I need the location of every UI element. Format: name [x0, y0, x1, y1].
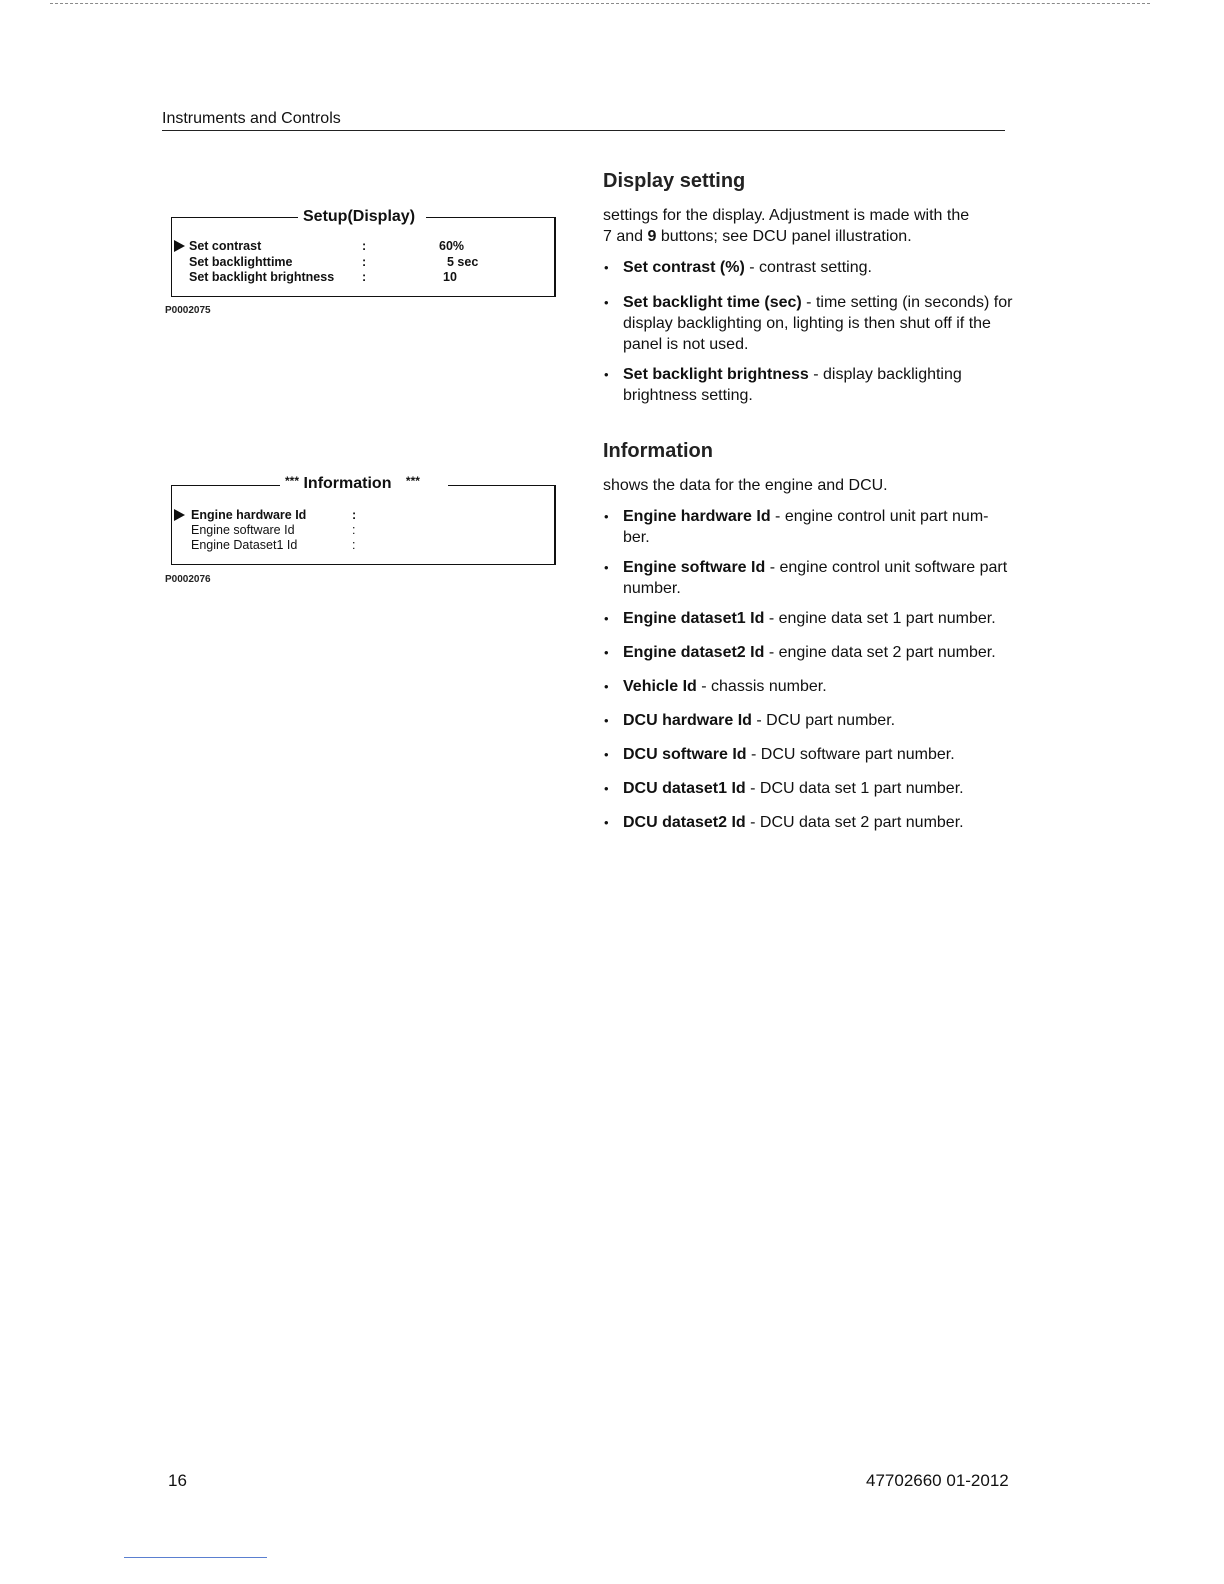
figure-code: P0002075	[165, 305, 211, 316]
item-term: DCU dataset2 Id	[623, 814, 746, 831]
scan-artifact-bottom-line	[124, 1557, 267, 1558]
item-desc: - engine data set 1 part number.	[764, 610, 996, 627]
list-item	[603, 292, 1013, 355]
section-heading: Display setting	[603, 170, 746, 192]
row-separator: :	[362, 255, 367, 269]
item-term: Engine dataset1 Id	[623, 610, 765, 627]
list-item	[603, 608, 1013, 629]
item-desc: - chassis number.	[696, 678, 827, 695]
selection-cursor-icon	[174, 240, 185, 252]
item-desc: - DCU data set 1 part number.	[745, 780, 964, 797]
item-term: Engine software Id	[623, 559, 766, 576]
intro-text: buttons; see DCU panel illustration.	[656, 228, 912, 245]
figure-code: P0002076	[165, 574, 211, 585]
item-term: DCU software Id	[623, 746, 747, 763]
screen-row-engine-software	[172, 523, 554, 538]
item-term: Vehicle Id	[623, 678, 697, 695]
screen-title: Setup(Display)	[303, 208, 416, 225]
item-term: Set backlight brightness	[623, 366, 809, 383]
title-line-left	[172, 217, 298, 218]
list-item	[603, 710, 1013, 731]
row-separator: :	[352, 508, 357, 522]
item-term: DCU hardware Id	[623, 712, 752, 729]
item-term: Engine dataset2 Id	[623, 644, 765, 661]
selection-cursor-icon	[174, 509, 185, 521]
item-desc: - DCU data set 2 part number.	[745, 814, 964, 831]
screen-title	[285, 474, 420, 493]
screen-row-brightness	[172, 270, 554, 285]
item-desc: - time setting (in seconds) for display backlighting on, lighting is then shut off if the panel is not used.	[623, 294, 1013, 353]
title-suffix: ***	[405, 474, 420, 488]
list-item	[603, 557, 1013, 599]
section-heading: Information	[603, 440, 713, 462]
row-value: 60%	[439, 239, 465, 253]
screen-title-row	[172, 474, 554, 493]
display-setting-section	[603, 170, 1013, 406]
list-item	[603, 778, 1013, 799]
display-setting-list	[603, 257, 1013, 406]
title-line-right	[426, 217, 554, 218]
screen-row-engine-dataset1	[172, 538, 554, 553]
screen-row-engine-hardware	[172, 508, 554, 523]
document-id: 47702660 01-2012	[866, 1471, 1009, 1490]
row-separator: :	[352, 523, 356, 537]
title-prefix: ***	[285, 474, 300, 488]
row-label: Engine Dataset1 Id	[191, 538, 298, 552]
intro-text: and	[611, 228, 648, 245]
item-term: DCU dataset1 Id	[623, 780, 746, 797]
row-label: Engine hardware Id	[191, 508, 307, 522]
screen-row-contrast	[172, 239, 554, 254]
list-item	[603, 506, 1013, 548]
row-label: Set contrast	[189, 239, 262, 253]
item-desc: - display backlighting brightness setting.	[623, 366, 962, 404]
row-value: 5 sec	[447, 255, 479, 269]
title-line-left	[172, 485, 280, 486]
item-term: Set backlight time (sec)	[623, 294, 802, 311]
item-desc: - engine data set 2 part number.	[764, 644, 996, 661]
item-term: Engine hardware Id	[623, 508, 771, 525]
list-item	[603, 364, 1013, 406]
screen-row-backlighttime	[172, 255, 554, 270]
section-intro: shows the data for the engine and DCU.	[603, 477, 888, 494]
row-separator: :	[362, 239, 367, 253]
row-separator: :	[362, 270, 367, 284]
list-item	[603, 744, 1013, 765]
row-label: Engine software Id	[191, 523, 295, 537]
row-separator: :	[352, 538, 356, 552]
row-value: 10	[443, 270, 457, 284]
intro-line: settings for the display. Adjustment is made with the	[603, 207, 970, 224]
screen-title-row	[172, 209, 554, 225]
item-desc: - DCU software part number.	[746, 746, 955, 763]
list-item	[603, 676, 1013, 697]
item-desc: - engine control unit software part number.	[623, 559, 1008, 597]
scan-artifact-top-line	[50, 3, 1150, 4]
title-word: Information	[303, 475, 392, 492]
information-list	[603, 506, 1013, 833]
intro-text: 9	[647, 228, 657, 245]
section-intro	[603, 205, 1013, 247]
information-section	[603, 440, 1013, 833]
running-head: Instruments and Controls	[162, 110, 341, 127]
header-rule	[162, 130, 1005, 131]
intro-text: 7	[603, 228, 612, 245]
title-line-right	[448, 485, 554, 486]
item-desc: - DCU part number.	[751, 712, 896, 729]
item-desc: - engine control unit part num-ber.	[623, 508, 989, 546]
list-item	[603, 642, 1013, 663]
item-desc: - contrast setting.	[744, 259, 872, 276]
display-setup-screen	[171, 208, 556, 297]
list-item	[603, 812, 1013, 833]
row-label: Set backlighttime	[189, 255, 293, 269]
list-item	[603, 257, 1013, 278]
item-term: Set contrast (%)	[623, 259, 745, 276]
information-screen	[171, 474, 556, 565]
row-label: Set backlight brightness	[189, 270, 335, 284]
page-number: 16	[168, 1471, 187, 1490]
